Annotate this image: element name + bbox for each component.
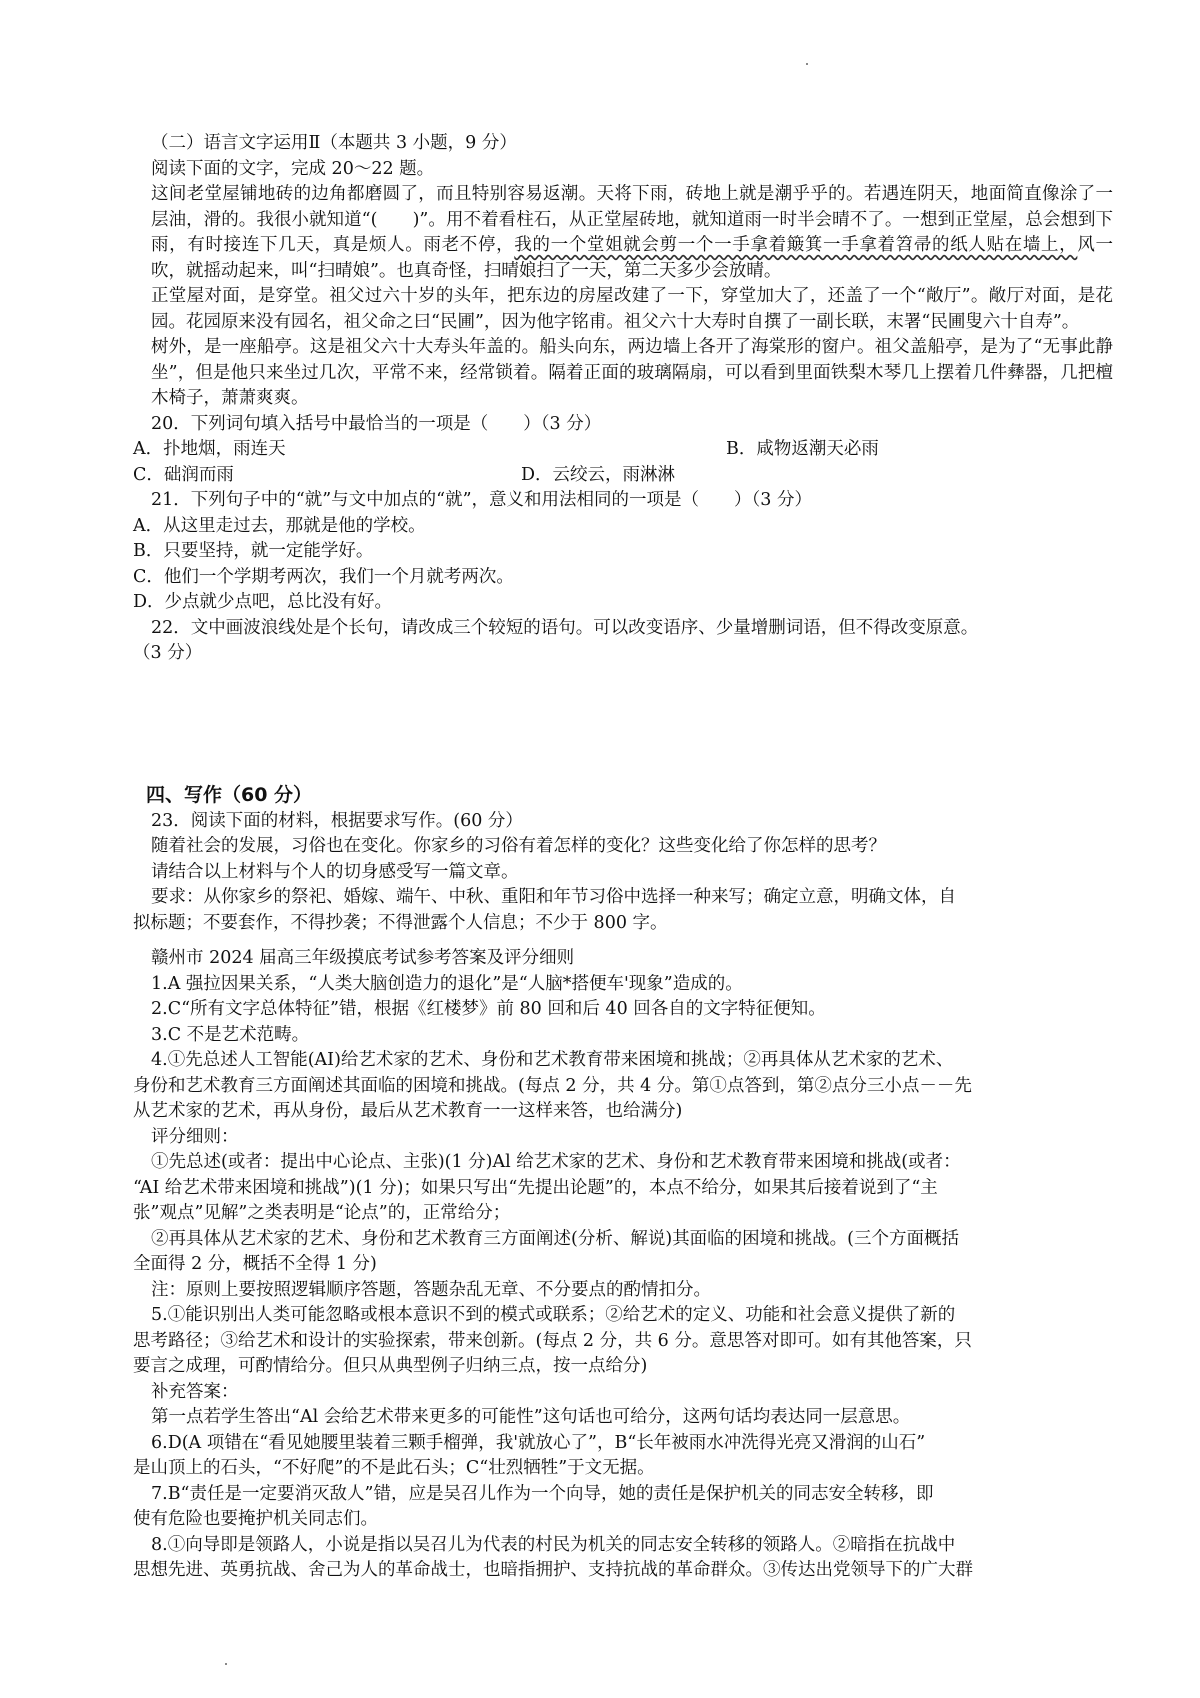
answer-4: 从艺术家的艺术，再从身份，最后从艺术教育一一这样来答，也给满分) <box>133 1101 683 1121</box>
scoring-item-2: ②再具体从艺术家的艺术、身份和艺术教育三方面阐述(分析、解说)其面临的困境和挑战。(三个方面概括 <box>151 1228 959 1249</box>
answer-4: 身份和艺术教育三方面阐述其面临的困境和挑战。(每点 2 分，共 4 分。第①点答到，第②点分三小点－－先 <box>133 1075 972 1096</box>
answer-5: 5.①能识别出人类可能忽略或根本意识不到的模式或联系；②给艺术的定义、功能和社会意义提供了新的 <box>151 1305 956 1325</box>
scoring-item-1: 张”观点”见解”之类表明是“论点”的，正常给分； <box>133 1203 511 1223</box>
answer-8: 8.①向导即是领路人，小说是指以吴召儿为代表的村民为机关的同志安全转移的领路人。②暗指在抗战中 <box>151 1534 956 1555</box>
question-20-stem: 20．下列词句填入括号中最恰当的一项是（ ）（3 分） <box>151 413 602 434</box>
supplement-label: 补充答案： <box>151 1381 239 1402</box>
question-23-stem: 23．阅读下面的材料，根据要求写作。(60 分） <box>151 810 523 831</box>
instruction: 阅读下面的文字，完成 20～22 题。 <box>151 158 435 179</box>
answer-4: 4.①先总述人工智能(AI)给艺术家的艺术、身份和艺术教育带来困境和挑战；②再具体从艺术家的艺术、 <box>151 1050 954 1070</box>
answer-5: 思考路径；③给艺术和设计的实验探索，带来创新。(每点 2 分，共 6 分。意思答对即可。如有其他答案，只 <box>133 1330 972 1351</box>
passage-paragraph: 树外，是一座船亭。这是祖父六十大寿头年盖的。船头向东，两边墙上各开了海棠形的窗户。祖父盖船亭，是为了“无事此静坐”，但是他只来坐过几次，平常不来，经常锁着。隔着正面的玻璃隔扇，可以看到里面铁梨木琴几上摆着几件彝器，几把檀木椅子，萧萧爽爽。 <box>151 337 1113 408</box>
answer-6: 6.D(A 项错在“看见她腰里装着三颗手榴弹，我'就放心了”，B“长年被雨水冲洗得光亮又滑润的山石” <box>151 1432 926 1453</box>
question-21-stem: 21．下列句子中的“就”与文中加点的“就”，意义和用法相同的一项是（ ）（3 分） <box>151 490 812 510</box>
question-20-options-row2 <box>133 463 1113 489</box>
answer-8: 思想先进、英勇抗战、舍己为人的革命战士，也暗指拥护、支持抗战的革命群众。③传达出党领导下的广大群 <box>133 1560 973 1580</box>
passage-paragraph <box>133 182 1113 284</box>
writing-prompt: 请结合以上材料与个人的切身感受写一篇文章。 <box>151 861 519 882</box>
section-title: 四、写作（60 分） <box>146 784 313 806</box>
section-title: （二）语言文字运用Ⅱ（本题共 3 小题，9 分） <box>151 133 517 153</box>
answer-2: 2.C“所有文字总体特征”错，根据《红楼梦》前 80 回和后 40 回各自的文字特征便知。 <box>151 999 826 1019</box>
scoring-note: 注：原则上要按照逻辑顺序答题，答题杂乱无章、不分要点的酌情扣分。 <box>151 1279 711 1300</box>
answer-5: 要言之成理，可酌情给分。但只从典型例子归纳三点，按一点给分) <box>133 1356 648 1376</box>
option-d: D．云绞云，雨淋淋 <box>521 464 676 485</box>
scan-speck <box>225 1663 227 1665</box>
writing-requirements: 要求：从你家乡的祭祀、婚嫁、端午、中秋、重阳和年节习俗中选择一种来写；确定立意，明确文体，自 <box>151 887 956 907</box>
scan-speck <box>806 63 808 65</box>
passage-paragraph: 正堂屋对面，是穿堂。祖父过六十岁的头年，把东边的房屋改建了一下，穿堂加大了，还盖了一个“敞厅”。敞厅对面，是花园。花园原来没有园名，祖父命之曰“民圃”，因为他字铭甫。祖父六十大寿时自撰了一副长联，末署“民圃叟六十自寿”。 <box>151 286 1113 332</box>
answer-1: 1.A 强拉因果关系，“人类大脑创造力的退化”是“人脑*搭便车'现象”造成的。 <box>151 973 743 994</box>
answer-6: 是山顶上的石头，“不好爬”的不是此石头；C“壮烈牺牲”于文无据。 <box>133 1458 655 1478</box>
option-a: A．扑地烟，雨连天 <box>133 439 286 459</box>
answer-7: 7.B“责任是一定要消灭敌人”错，应是吴召儿作为一个向导，她的责任是保护机关的同志安全转移，即 <box>151 1483 934 1504</box>
option-a: A．从这里走过去，那就是他的学校。 <box>133 515 426 536</box>
supplement-answer: 第一点若学生答出“Al 会给艺术带来更多的可能性”这句话也可给分，这两句话均表达同一层意思。 <box>151 1407 911 1427</box>
scoring-item-1: ①先总述(或者：提出中心论点、主张)(1 分)Al 给艺术家的艺术、身份和艺术教育带来困境和挑战(或者： <box>151 1152 961 1172</box>
scoring-label: 评分细则： <box>151 1126 239 1147</box>
section-writing <box>133 783 1113 936</box>
question-22-score: （3 分） <box>133 643 203 663</box>
option-b: B．只要坚持，就一定能学好。 <box>133 541 374 561</box>
question-22-stem: 22．文中画波浪线处是个长句，请改成三个较短的语句。可以改变语序、少量增删词语，但不得改变原意。 <box>151 617 979 638</box>
answer-3: 3.C 不是艺术范畴。 <box>151 1024 310 1045</box>
wavy-underlined-sentence: 我的一个堂姐就会剪一个一手拿着簸箕一手拿着笤帚的纸人贴在墙上， <box>514 235 1078 255</box>
answer-key-title: 赣州市 2024 届高三年级摸底考试参考答案及评分细则 <box>151 948 575 968</box>
section-answer-key <box>133 946 1113 1584</box>
option-b: B．咸物返潮天必雨 <box>726 439 879 459</box>
scoring-item-1: “AI 给艺术带来困境和挑战”)(1 分)；如果只写出“先提出论题”的，本点不给分，如果其后接着说到了“主 <box>133 1177 938 1198</box>
option-c: C．础润而雨 <box>133 464 234 485</box>
option-d: D．少点就少点吧，总比没有好。 <box>133 592 393 612</box>
writing-material: 随着社会的发展，习俗也在变化。你家乡的习俗有着怎样的变化？这些变化给了你怎样的思考？ <box>151 836 886 856</box>
answer-7: 使有危险也要掩护机关同志们。 <box>133 1509 378 1529</box>
passage-text: 风一吹，就摇动起来，叫“扫晴娘”。也真奇怪，扫晴娘扫了一天，第二天多少会放晴。 <box>151 235 1114 281</box>
passage-text: 这间老堂屋铺地砖的边角都磨圆了，而且特别容易返潮。天将下雨，砖地上就是潮乎乎的。若遇连阴天，地面简直像涂了一层油，滑的。我很小就知道“( )”。用不着看柱石，从正堂屋砖地，就知道雨一时半会晴不了。一想到正堂屋，总会想到下雨，有时接连下几天，真是烦人。雨老不停， <box>151 184 1113 255</box>
question-20-options-row1 <box>133 437 1113 463</box>
option-c: C．他们一个学期考两次，我们一个月就考两次。 <box>133 566 514 587</box>
writing-requirements: 拟标题；不要套作，不得抄袭；不得泄露个人信息；不少于 800 字。 <box>133 912 668 933</box>
section-language-use <box>133 131 1113 667</box>
scoring-item-2: 全面得 2 分，概括不全得 1 分) <box>133 1254 377 1274</box>
